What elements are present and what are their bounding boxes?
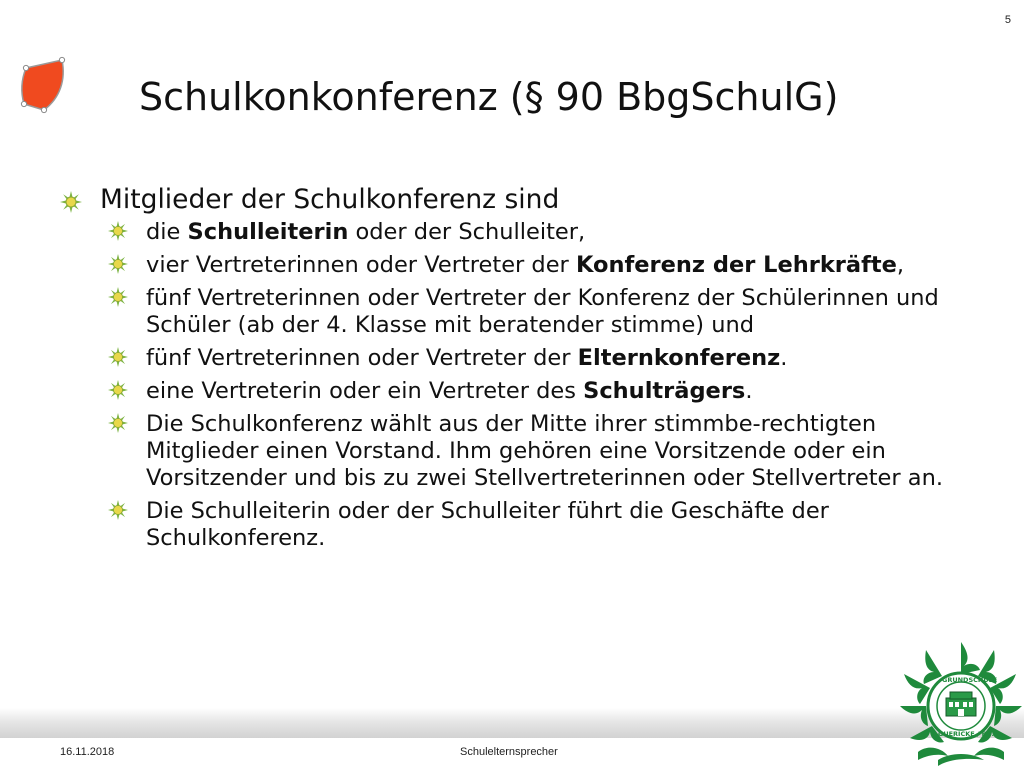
green-star-bullet-icon [108, 380, 128, 400]
list-item-text: Die Schulkonferenz wählt aus der Mitte ihrer stimmbe-rechtigten Mitglieder einen Vorstand. Ihm gehören eine Vorsitzende oder ein Vorsitzender und bis zu zwei Stellvertreterinnen oder Stellvertreter an. [146, 411, 944, 491]
green-star-bullet-icon [108, 500, 128, 520]
green-star-bullet-icon [108, 287, 128, 307]
green-star-bullet-icon [60, 191, 82, 213]
list-item-text: fünf Vertreterinnen oder Vertreter der Elternkonferenz. [146, 345, 788, 371]
seal-top-text: GRUNDSCHULE [942, 676, 998, 684]
slide-title: Schulkonkonferenz (§ 90 BbgSchulG) [139, 75, 839, 119]
orange-shield-logo-icon [14, 54, 72, 116]
school-sun-seal-icon [898, 640, 1024, 768]
list-item [108, 219, 960, 246]
list-item-text: vier Vertreterinnen oder Vertreter der Konferenz der Lehrkräfte, [146, 252, 905, 278]
green-star-bullet-icon [108, 221, 128, 241]
footer-center-text: Schulelternsprecher [460, 746, 558, 758]
list-heading-item [60, 184, 960, 216]
slide-number: 5 [1004, 14, 1011, 26]
green-star-bullet-icon [108, 254, 128, 274]
list-item-text: fünf Vertreterinnen oder Vertreter der Konferenz der Schülerinnen und Schüler (ab der 4. Klasse mit beratender stimme) und [146, 285, 939, 338]
list-heading: Mitglieder der Schulkonferenz sind [100, 184, 560, 215]
list-item-text: die Schulleiterin oder der Schulleiter, [146, 219, 586, 245]
green-star-bullet-icon [108, 347, 128, 367]
green-star-bullet-icon [108, 413, 128, 433]
list-item [108, 411, 960, 492]
list-item [108, 252, 960, 279]
list-item [108, 345, 960, 372]
list-item [108, 498, 960, 552]
school-building-icon [946, 692, 976, 716]
footer-date: 16.11.2018 [60, 746, 115, 758]
list-item [108, 378, 960, 405]
list-item [108, 285, 960, 339]
footer-band [0, 708, 1024, 738]
content-list [60, 184, 960, 558]
list-item-text: eine Vertreterin oder ein Vertreter des Schulträgers. [146, 378, 753, 404]
seal-bottom-text: GUERICKE / BB. [938, 730, 995, 738]
list-item-text: Die Schulleiterin oder der Schulleiter führt die Geschäfte der Schulkonferenz. [146, 498, 829, 551]
